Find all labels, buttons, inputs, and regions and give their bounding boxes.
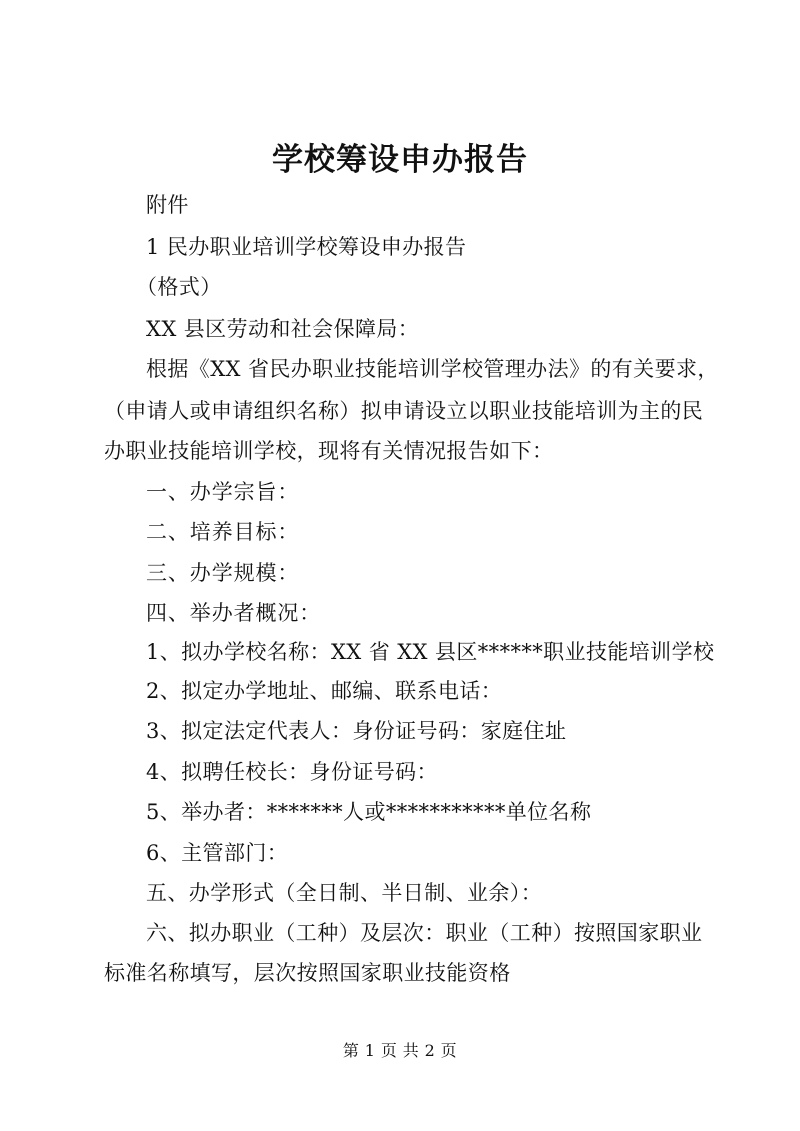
body-line-report-name: 1 民办职业培训学校筹设申办报告 (146, 235, 467, 259)
item-sponsor: 5、举办者：*******人或***********单位名称 (146, 800, 592, 824)
section-goals: 二、培养目标： (146, 520, 300, 544)
item-address: 2、拟定办学地址、邮编、联系电话： (146, 679, 503, 703)
item-legal-rep: 3、拟定法定代表人：身份证号码：家庭住址 (146, 719, 567, 743)
section-scale: 三、办学规模： (146, 561, 300, 585)
section-purpose: 一、办学宗旨： (146, 480, 300, 504)
page-footer: 第 1 页 共 2 页 (342, 1041, 458, 1060)
section-format: 五、办学形式（全日制、半日制、业余）： (146, 881, 543, 905)
section-occupation-2: 标准名称填写，层次按照国家职业技能资格 (104, 961, 511, 985)
section-organizer: 四、举办者概况： (146, 601, 322, 625)
body-line-attachment: 附件 (146, 193, 189, 217)
body-line-intro-2: （申请人或申请组织名称）拟申请设立以职业技能培训为主的民 (104, 399, 704, 423)
item-principal: 4、拟聘任校长：身份证号码： (146, 760, 438, 784)
body-line-recipient: XX 县区劳动和社会保障局： (146, 317, 420, 341)
body-line-intro-1: 根据《XX 省民办职业技能培训学校管理办法》的有关要求， (146, 357, 719, 381)
item-school-name: 1、拟办学校名称：XX 省 XX 县区******职业技能培训学校 (146, 640, 715, 664)
document-title: 学校筹设申办报告 (272, 142, 528, 178)
body-line-format: （格式） (136, 275, 222, 299)
section-occupation-1: 六、拟办职业（工种）及层次：职业（工种）按照国家职业 (146, 921, 703, 945)
body-line-intro-3: 办职业技能培训学校，现将有关情况报告如下： (104, 439, 554, 463)
item-supervisor: 6、主管部门： (146, 841, 289, 865)
